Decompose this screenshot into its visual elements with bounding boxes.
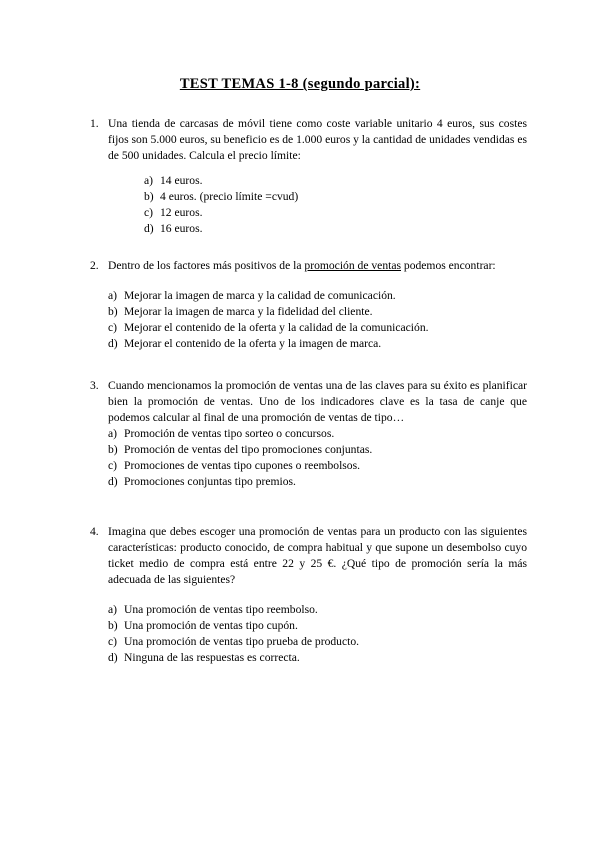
option-letter: d) [144,222,154,235]
option-letter: c) [108,459,118,472]
option-text: Una promoción de ventas tipo reembolso. [124,603,318,616]
answer-option [144,173,527,189]
option-text: Mejorar el contenido de la oferta y la imagen de marca. [124,337,382,350]
option-text: Mejorar la imagen de marca y la calidad de comunicación. [124,289,396,302]
question-2 [90,258,527,352]
option-text: Promoción de ventas del tipo promociones conjuntas. [124,443,373,456]
option-letter: a) [108,289,118,302]
option-letter: c) [108,321,118,334]
option-text: 16 euros. [160,222,203,235]
answer-option [108,442,527,458]
question-text: Una tienda de carcasas de móvil tiene como coste variable unitario 4 euros, sus costes fijos son 5.000 euros, su beneficio es de 1.000 euros y la cantidad de unidades vendidas es de 500 unidades. Calcula el precio límite: [108,117,527,162]
answer-option [108,602,527,618]
option-letter: a) [144,174,154,187]
answer-option [108,304,527,320]
answer-option [108,336,527,352]
question-number: 4. [90,525,99,538]
option-letter: c) [144,206,154,219]
answer-option [108,320,527,336]
option-letter: d) [108,475,118,488]
option-letter: c) [108,635,118,648]
option-text: 12 euros. [160,206,203,219]
answer-option [144,189,527,205]
question-text: Imagina que debes escoger una promoción de ventas para un producto con las siguientes características: producto conocido, de compra habitual y que supone un desembolso cuyo ticket medio de compra está entre 22 y 25 €. ¿Qué tipo de promoción sería la más adecuada de las siguientes? [108,525,527,586]
option-letter: a) [108,603,118,616]
option-text: Mejorar la imagen de marca y la fidelidad del cliente. [124,305,373,318]
answer-option [108,426,527,442]
option-letter: b) [108,619,118,632]
answer-option [144,205,527,221]
answer-options [144,173,527,237]
option-letter: b) [144,190,154,203]
answer-options [108,602,527,666]
answer-options [108,288,527,352]
page-title: TEST TEMAS 1-8 (segundo parcial): [179,76,421,92]
option-letter: d) [108,651,118,664]
underlined-term: promoción de ventas [304,259,401,272]
answer-option [108,474,527,490]
question-text-part: podemos encontrar: [401,259,496,272]
question-text [108,258,527,274]
answer-option [144,221,527,237]
answer-option [108,618,527,634]
question-text-part: Dentro de los factores más positivos de la [108,259,305,272]
answer-option [108,634,527,650]
option-text: 14 euros. [160,174,203,187]
answer-option [108,458,527,474]
option-text: Promociones de ventas tipo cupones o reembolsos. [124,459,361,472]
answer-option [108,650,527,666]
question-text: Cuando mencionamos la promoción de ventas una de las claves para su éxito es planificar bien la promoción de ventas. Uno de los indicadores clave es la tasa de canje que podemos calcular al final de una promoción de ventas de tipo… [108,379,527,424]
option-text: Promoción de ventas tipo sorteo o concursos. [124,427,335,440]
question-number: 3. [90,379,99,392]
answer-options [108,426,527,490]
question-4 [90,524,527,666]
option-letter: d) [108,337,118,350]
question-number: 1. [90,117,99,130]
question-3 [90,378,527,490]
option-letter: a) [108,427,118,440]
option-text: Mejorar el contenido de la oferta y la calidad de la comunicación. [124,321,429,334]
option-text: Ninguna de las respuestas es correcta. [124,651,300,664]
question-1 [90,116,527,237]
option-letter: b) [108,305,118,318]
option-text: Promociones conjuntas tipo premios. [124,475,296,488]
option-text: Una promoción de ventas tipo prueba de producto. [124,635,360,648]
answer-option [108,288,527,304]
option-text: Una promoción de ventas tipo cupón. [124,619,298,632]
option-letter: b) [108,443,118,456]
option-text: 4 euros. (precio límite =cvud) [160,190,299,203]
question-number: 2. [90,259,99,272]
